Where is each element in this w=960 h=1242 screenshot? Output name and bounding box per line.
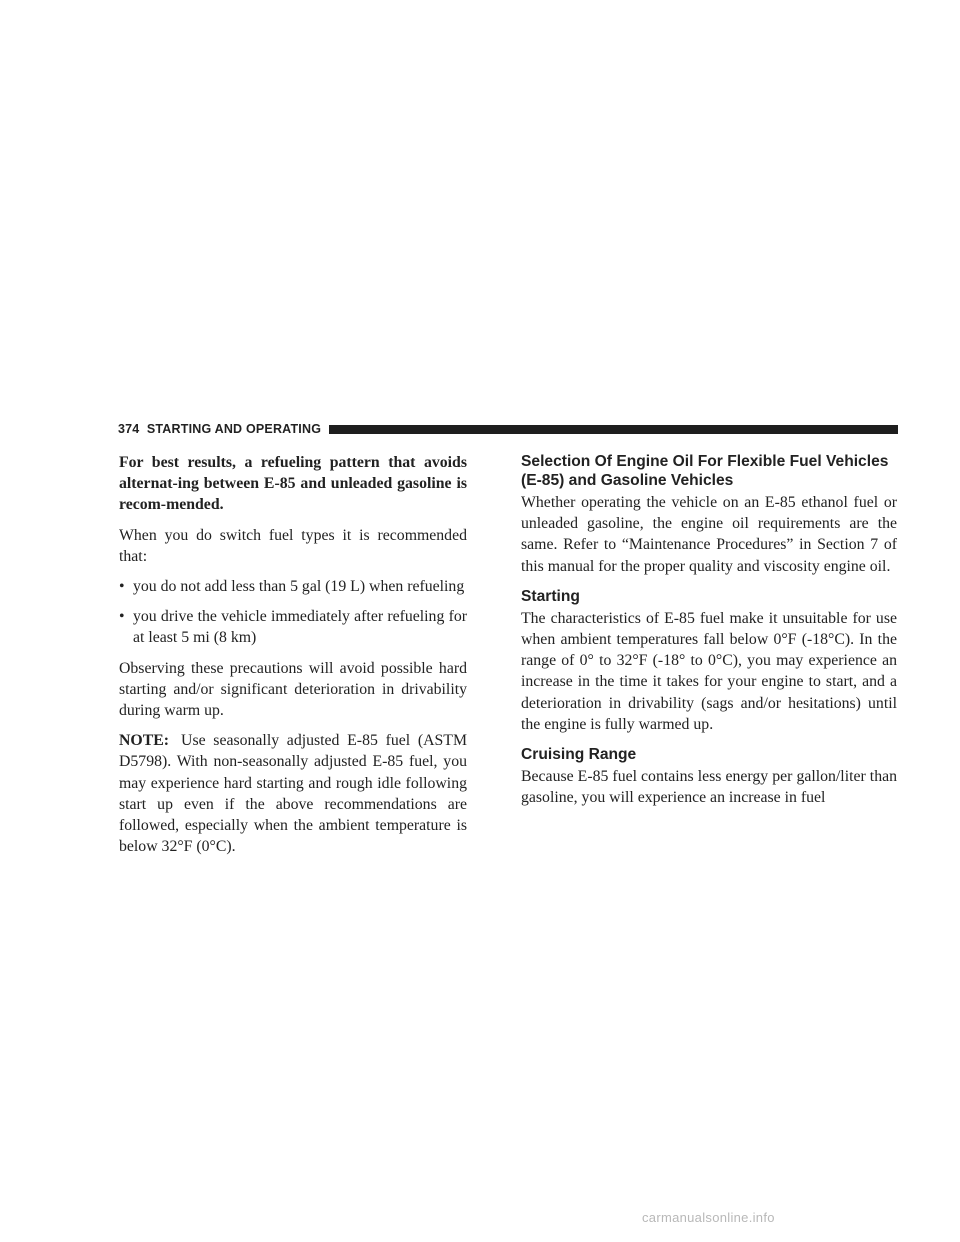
section-body: Whether operating the vehicle on an E-85 ethanol fuel or unleaded gasoline, the engine oil requirements are the same. Refer to “Maintenance Procedures” in Section 7 of this manual for the proper quality and viscosity engine oil. [521, 494, 897, 575]
section-title: STARTING AND OPERATING [146, 422, 322, 436]
section-heading: Selection Of Engine Oil For Flexible Fuel Vehicles (E-85) and Gasoline Vehicles [521, 453, 889, 489]
section-body: The characteristics of E-85 fuel make it unsuitable for use when ambient temperatures fall below 0°F (-18°C). In the range of 0° to 32°F (-18° to 0°C), you may experience an increase in the time it takes for your engine to start, and a deterioration in drivability (sags and/or hesitations) until the engine is fully warmed up. [521, 609, 897, 733]
running-header [118, 422, 898, 436]
section-starting [521, 587, 897, 735]
section-cruising-range [521, 745, 897, 808]
page-number-and-section [118, 422, 321, 436]
section-heading: Starting [521, 587, 580, 605]
intro-bold-paragraph: For best results, a refueling pattern that avoids alternat-ing between E-85 and unleaded gasoline is recom-mended. [119, 454, 467, 514]
left-column [119, 452, 467, 866]
bullet-icon: • [119, 608, 125, 626]
note-label: NOTE: [119, 732, 170, 750]
bullet-item [119, 606, 467, 648]
right-column [521, 452, 897, 818]
header-rule [329, 425, 898, 434]
note-text: Use seasonally adjusted E-85 fuel (ASTM D5798). With non-seasonally adjusted E-85 fuel, you may experience hard starting and rough idle following start up even if the above recommendations are followed, especially when the ambient temperature is below 32°F (0°C). [119, 732, 467, 856]
precautions-paragraph: Observing these precautions will avoid possible hard starting and/or significant deterioration in drivability during warm up. [119, 659, 467, 720]
page-number: 374 [118, 422, 140, 436]
section-body: Because E-85 fuel contains less energy per gallon/liter than gasoline, you will experience an increase in fuel [521, 768, 897, 807]
switch-fuel-paragraph: When you do switch fuel types it is recommended that: [119, 526, 467, 565]
section-engine-oil [521, 452, 897, 577]
footer-watermark: carmanualsonline.info [642, 1210, 775, 1225]
section-heading: Cruising Range [521, 746, 637, 764]
bullet-text: you do not add less than 5 gal (19 L) when refueling [133, 578, 465, 596]
bullet-item [119, 576, 467, 597]
bullet-text: you drive the vehicle immediately after refueling for at least 5 mi (8 km) [133, 608, 467, 647]
bullet-icon: • [119, 578, 125, 596]
note-paragraph [119, 730, 467, 857]
